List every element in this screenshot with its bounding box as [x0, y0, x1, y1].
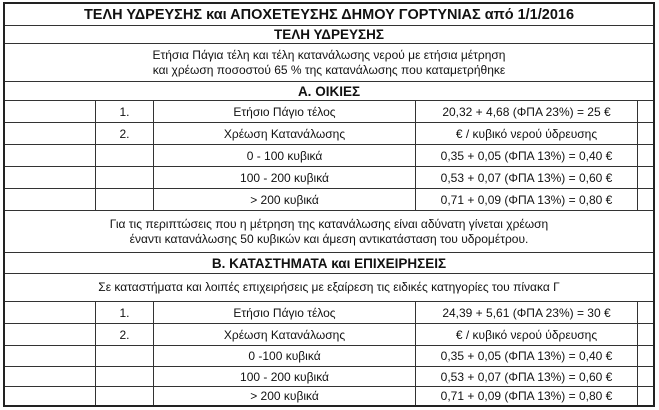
row-value: 24,39 + 5,61 (ΦΠΑ 23%) = 30 € [415, 302, 638, 323]
row-label: 100 - 200 κυβικά [153, 367, 415, 386]
section-b-intro [5, 274, 653, 302]
row-number [95, 167, 153, 188]
document-title [5, 4, 653, 26]
section-b-heading [5, 253, 653, 274]
table-row [5, 189, 653, 211]
table-row [5, 387, 653, 405]
intro-line-2: και χρέωση ποσοστού 65 % της κατανάλωσης που καταμετρήθηκε [152, 62, 506, 77]
row-number [95, 387, 153, 405]
estimate-note [5, 211, 653, 253]
table-row [5, 167, 653, 189]
row-value: 0,35 + 0,05 (ΦΠΑ 13%) = 0,40 € [415, 145, 638, 166]
row-number [95, 346, 153, 366]
row-label: Χρέωση Κατανάλωσης [153, 324, 415, 345]
row-value: 0,53 + 0,07 (ΦΠΑ 13%) = 0,60 € [415, 367, 638, 386]
row-number: 1. [95, 101, 153, 122]
row-value: 20,32 + 4,68 (ΦΠΑ 23%) = 25 € [415, 101, 638, 122]
row-label: 0 - 100 κυβικά [153, 145, 415, 166]
row-number [95, 189, 153, 210]
row-value: € / κυβικό νερού ύδρευσης [415, 123, 638, 144]
table-row [5, 145, 653, 167]
row-number [95, 367, 153, 386]
row-label: Ετήσιο Πάγιο τέλος [153, 101, 415, 122]
row-value: € / κυβικό νερού ύδρευσης [415, 324, 638, 345]
section-b-intro-text: Σε καταστήματα και λοιπές επιχειρήσεις με εξαίρεση τις ειδικές κατηγορίες του πίνακα Γ [98, 280, 560, 294]
table-row [5, 123, 653, 145]
row-number: 2. [95, 324, 153, 345]
row-number: 2. [95, 123, 153, 144]
row-label: Χρέωση Κατανάλωσης [153, 123, 415, 144]
intro-paragraph [5, 44, 653, 82]
table-row [5, 302, 653, 324]
table-row [5, 367, 653, 387]
row-label: > 200 κυβικά [153, 387, 415, 405]
row-label: 100 - 200 κυβικά [153, 167, 415, 188]
row-label: Ετήσιο Πάγιο τέλος [153, 302, 415, 323]
table-row [5, 346, 653, 367]
section-a-heading-text: Α. ΟΙΚΙΕΣ [297, 83, 361, 99]
subtitle-text: ΤΕΛΗ ΥΔΡΕΥΣΗΣ [274, 27, 384, 42]
fee-document [3, 2, 655, 407]
document-title-text: ΤΕΛΗ ΥΔΡΕΥΣΗΣ και ΑΠΟΧΕΤΕΥΣΗΣ ΔΗΜΟΥ ΓΟΡΤΥΝΙΑΣ από 1/1/2016 [83, 6, 575, 23]
note-line-2: έναντι κατανάλωσης 50 κυβικών και άμεση αντικατάσταση του υδρομέτρου. [129, 231, 529, 246]
row-label: 0 -100 κυβικά [153, 346, 415, 366]
row-value: 0,35 + 0,05 (ΦΠΑ 13%) = 0,40 € [415, 346, 638, 366]
table-row [5, 101, 653, 123]
row-value: 0,71 + 0,09 (ΦΠΑ 13%) = 0,80 € [415, 189, 638, 210]
row-value: 0,71 + 0,09 (ΦΠΑ 13%) = 0,80 € [415, 387, 638, 405]
section-a-heading [5, 82, 653, 101]
row-number: 1. [95, 302, 153, 323]
intro-line-1: Ετήσια Πάγια τέλη και τέλη κατανάλωσης νερού με ετήσια μέτρηση [152, 47, 506, 62]
note-line-1: Για τις περιπτώσεις που η μέτρηση της κατανάλωσης είναι αδύνατη γίνεται χρέωση [109, 216, 549, 231]
table-row [5, 324, 653, 346]
section-b-heading-text: Β. ΚΑΤΑΣΤΗΜΑΤΑ και ΕΠΙΧΕΙΡΗΣΕΙΣ [211, 255, 447, 271]
row-label: > 200 κυβικά [153, 189, 415, 210]
row-value: 0,53 + 0,07 (ΦΠΑ 13%) = 0,60 € [415, 167, 638, 188]
section-subtitle [5, 26, 653, 44]
row-number [95, 145, 153, 166]
